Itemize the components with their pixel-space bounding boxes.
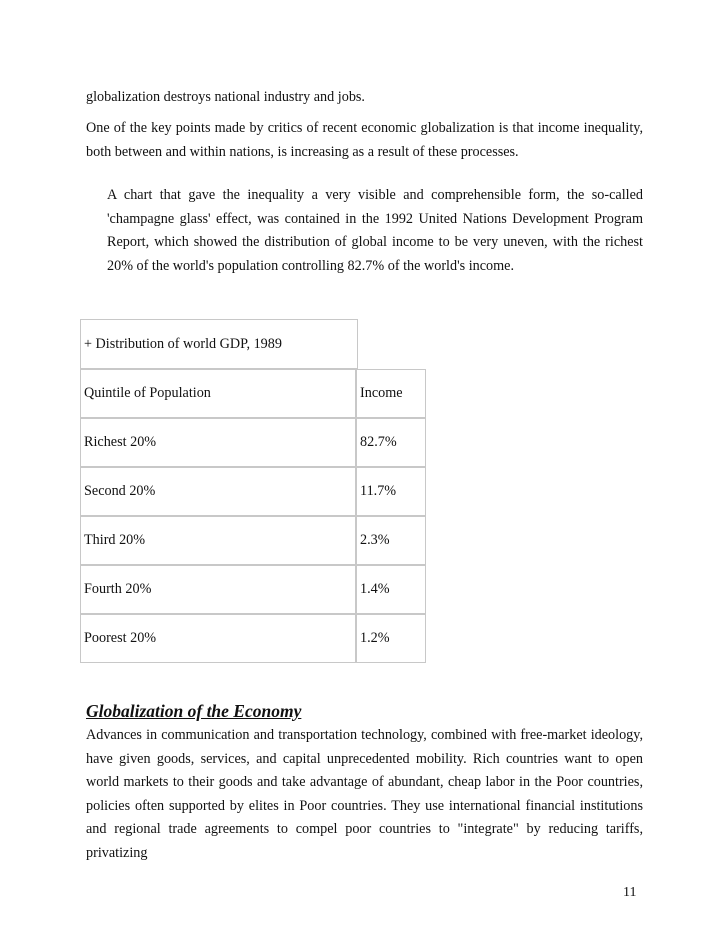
table-row-income: 2.3%: [356, 516, 426, 565]
paragraph-intro-tail: globalization destroys national industry and jobs.: [86, 89, 365, 105]
page-number: 11: [623, 885, 637, 900]
gdp-distribution-table: [80, 319, 426, 663]
table-row-income: 11.7%: [356, 467, 426, 516]
table-row-income: 82.7%: [356, 418, 426, 467]
section-heading: Globalization of the Economy: [86, 701, 302, 721]
table-row-quintile: Third 20%: [80, 516, 356, 565]
table-row-quintile: Poorest 20%: [80, 614, 356, 663]
table-row-income: 1.4%: [356, 565, 426, 614]
table-header-income: Income: [356, 369, 426, 418]
table-row-quintile: Second 20%: [80, 467, 356, 516]
table-caption: + Distribution of world GDP, 1989: [80, 319, 358, 369]
table-row-income: 1.2%: [356, 614, 426, 663]
table-row-quintile: Fourth 20%: [80, 565, 356, 614]
paragraph-economy: Advances in communication and transportation technology, combined with free-market ideology, have given goods, services, and capital unprecedented mobility. Rich countries want to open world markets to their goods and take advantage of abundant, cheap labor in the Poor countries, policies often supported by elites in Poor countries. They use international financial institutions and regional trade agreements to compel poor countries to "integrate" by reducing tariffs, privatizing: [86, 727, 643, 861]
table-header-quintile: Quintile of Population: [80, 369, 356, 418]
table-row-quintile: Richest 20%: [80, 418, 356, 467]
paragraph-critics: One of the key points made by critics of recent economic globalization is that income inequality, both between and within nations, is increasing as a result of these processes.: [86, 120, 643, 160]
paragraph-champagne-glass: A chart that gave the inequality a very visible and comprehensible form, the so-called 'champagne glass' effect, was contained in the 1992 United Nations Development Program Report, which showed the distribution of global income to be very uneven, with the richest 20% of the world's population controlling 82.7% of the world's income.: [107, 187, 643, 274]
